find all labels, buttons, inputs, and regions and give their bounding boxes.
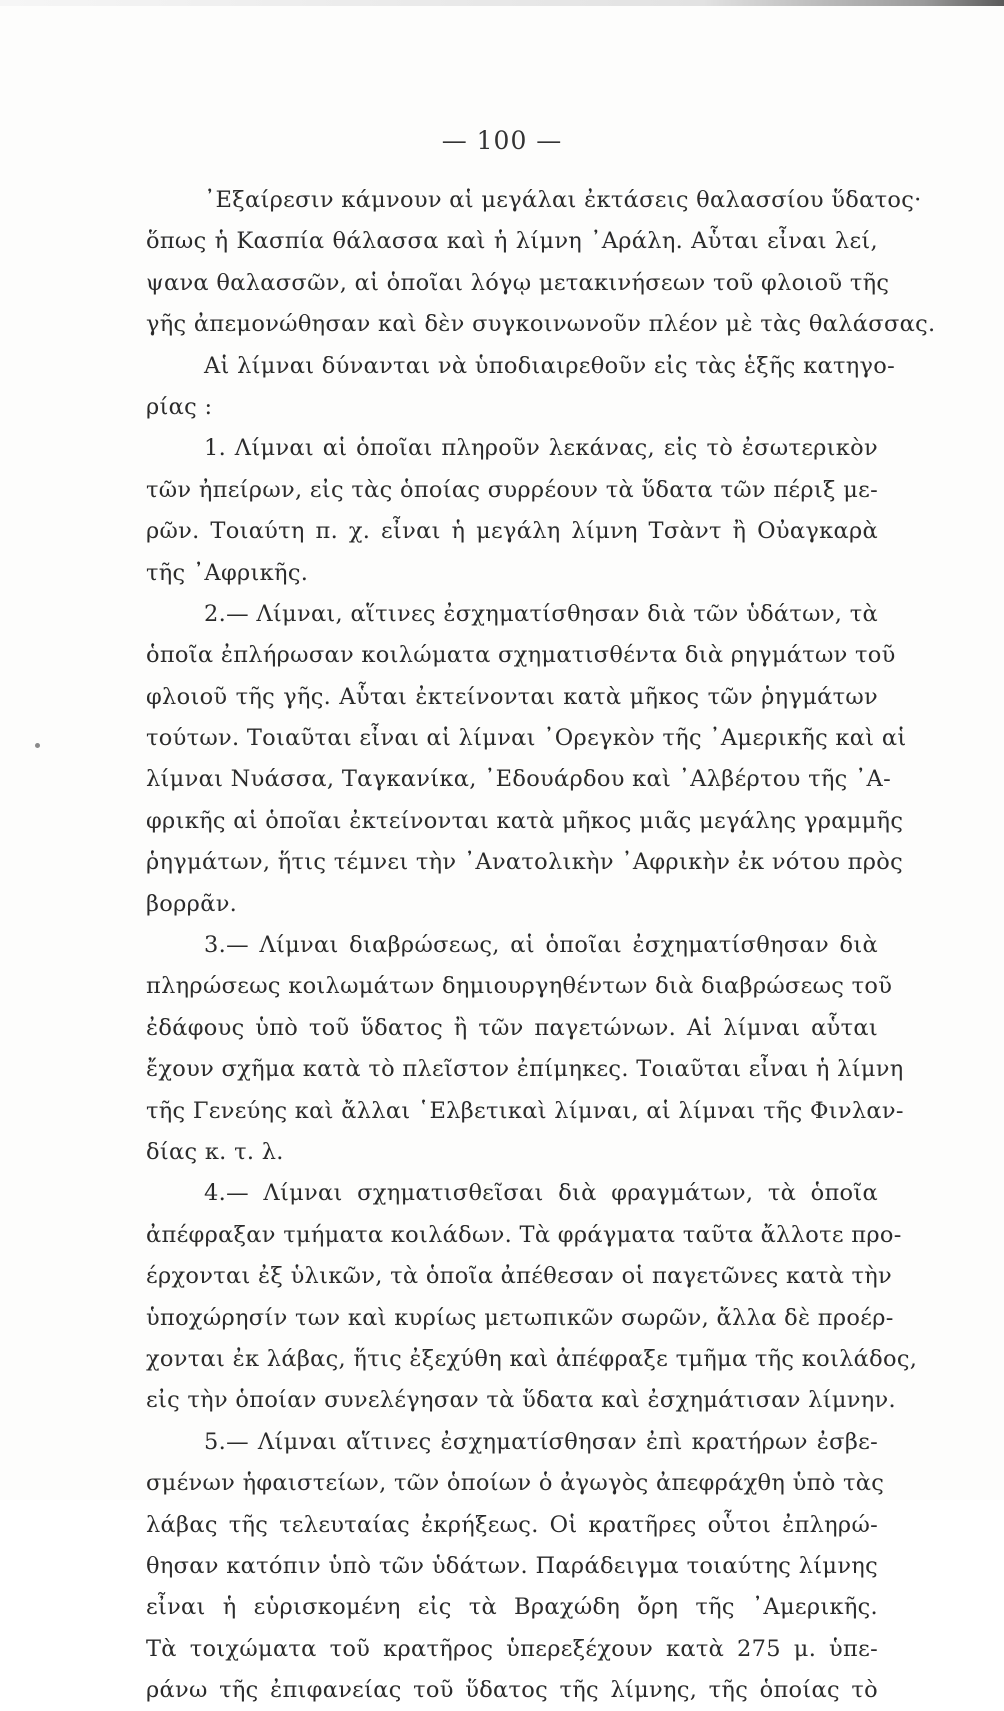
text-line: πληρώσεως κοιλωμάτων δημιουργηθέντων διὰ διαβρώσεως τοῦ bbox=[146, 973, 893, 1000]
text-line: τῆς Γενεύης καὶ ἄλλαι ῾Ελβετικαὶ λίμναι, αἱ λίμναι τῆς Φινλαν- bbox=[146, 1097, 904, 1124]
text-line: ἐδάφους ὑπὸ τοῦ ὕδατος ἢ τῶν παγετώνων. Αἱ λίμναι αὗται bbox=[146, 1014, 878, 1041]
text-line: εἶναι ἡ εὑρισκομένη εἰς τὰ Βραχώδη ὄρη τῆς ᾽Αμερικῆς. bbox=[146, 1594, 878, 1621]
text-line: ᾽Εξαίρεσιν κάμνουν αἱ μεγάλαι ἐκτάσεις θαλασσίου ὕδατος· bbox=[204, 187, 922, 213]
text-line: ὅπως ἡ Κασπία θάλασσα καὶ ἡ λίμνη ᾽Αράλη. Αὗται εἶναι λεί, bbox=[146, 228, 878, 255]
scan-edge-shadow bbox=[0, 0, 1004, 6]
text-line: ράνω τῆς ἐπιφανείας τοῦ ὕδατος τῆς λίμνης, τῆς ὁποίας τὸ bbox=[146, 1677, 878, 1704]
text-line: ἀπέφραξαν τμήματα κοιλάδων. Τὰ φράγματα ταῦτα ἄλλοτε προ- bbox=[146, 1221, 902, 1248]
text-line: εἰς τὴν ὁποίαν συνελέγησαν τὰ ὕδατα καὶ ἐσχημάτισαν λίμνην. bbox=[146, 1387, 896, 1414]
text-line: Αἱ λίμναι δύνανται νὰ ὑποδιαιρεθοῦν εἰς τὰς ἑξῆς κατηγο- bbox=[204, 352, 895, 379]
text-line: τῶν ἠπείρων, εἰς τὰς ὁποίας συρρέουν τὰ ὕδατα τῶν πέριξ με- bbox=[146, 476, 878, 503]
text-line: ἔχουν σχῆμα κατὰ τὸ πλεῖστον ἐπίμηκες. Τοιαῦται εἶναι ἡ λίμνη bbox=[146, 1056, 904, 1083]
text-line: ρίας : bbox=[146, 393, 213, 420]
text-line: Τὰ τοιχώματα τοῦ κρατῆρος ὑπερεξέχουν κατὰ 275 μ. ὑπε- bbox=[146, 1635, 878, 1662]
text-line: χονται ἐκ λάβας, ἥτις ἐξεχύθη καὶ ἀπέφραξε τμῆμα τῆς κοιλάδος, bbox=[146, 1345, 918, 1372]
text-line: 1. Λίμναι αἱ ὁποῖαι πληροῦν λεκάνας, εἰς τὸ ἐσωτερικὸν bbox=[204, 435, 878, 462]
text-line: φλοιοῦ τῆς γῆς. Αὗται ἐκτείνονται κατὰ μῆκος τῶν ῥηγμάτων bbox=[146, 683, 878, 710]
scan-speck bbox=[35, 743, 40, 748]
text-line: ῥηγμάτων, ἥτις τέμνει τὴν ᾽Ανατολικὴν ᾽Αφρικὴν ἐκ νότου πρὸς bbox=[146, 849, 904, 876]
text-line: 2.— Λίμναι, αἵτινες ἐσχηματίσθησαν διὰ τῶν ὑδάτων, τὰ bbox=[204, 600, 878, 627]
text-line: λίμναι Νυάσσα, Ταγκανίκα, ᾽Εδουάρδου καὶ ᾽Αλβέρτου τῆς ᾽Α- bbox=[146, 766, 891, 793]
page-number: — 100 — bbox=[441, 126, 563, 155]
text-line: 3.— Λίμναι διαβρώσεως, αἱ ὁποῖαι ἐσχηματίσθησαν διὰ bbox=[204, 932, 878, 959]
text-line: φρικῆς αἱ ὁποῖαι ἐκτείνονται κατὰ μῆκος μιᾶς μεγάλης γραμμῆς bbox=[146, 807, 904, 834]
text-line: 5.— Λίμναι αἵτινες ἐσχηματίσθησαν ἐπὶ κρατήρων ἐσβε- bbox=[204, 1428, 878, 1455]
body-text bbox=[146, 180, 936, 1711]
text-line: δίας κ. τ. λ. bbox=[146, 1138, 284, 1165]
text-line: γῆς ἀπεμονώθησαν καὶ δὲν συγκοινωνοῦν πλέον μὲ τὰς θαλάσσας. bbox=[146, 311, 936, 338]
text-line: έρχονται ἐξ ὑλικῶν, τὰ ὁποῖα ἀπέθεσαν οἱ παγετῶνες κατὰ τὴν bbox=[146, 1263, 893, 1290]
text-line: θησαν κατόπιν ὑπὸ τῶν ὑδάτων. Παράδειγμα τοιαύτης λίμνης bbox=[146, 1552, 878, 1579]
text-line: σμένων ἡφαιστείων, τῶν ὁποίων ὁ ἀγωγὸς ἀπεφράχθη ὑπὸ τὰς bbox=[146, 1470, 885, 1497]
text-line: βορρᾶν. bbox=[146, 890, 238, 917]
text-line: τούτων. Τοιαῦται εἶναι αἱ λίμναι ᾽Ορεγκὸν τῆς ᾽Αμερικῆς καὶ αἱ bbox=[146, 725, 907, 752]
text-line: ὑποχώρησίν των καὶ κυρίως μετωπικῶν σωρῶν, ἄλλα δὲ προέρ- bbox=[146, 1304, 894, 1331]
text-line: ὁποῖα ἐπλήρωσαν κοιλώματα σχηματισθέντα διὰ ρηγμάτων τοῦ bbox=[146, 642, 896, 669]
text-line: ρῶν. Τοιαύτη π. χ. εἶναι ἡ μεγάλη λίμνη Τσὰντ ἢ Οὐαγκαρὰ bbox=[146, 518, 878, 545]
text-line: 4.— Λίμναι σχηματισθεῖσαι διὰ φραγμάτων, τὰ ὁποῖα bbox=[204, 1180, 878, 1207]
text-line: ψανα θαλασσῶν, αἱ ὁποῖαι λόγῳ μετακινήσεων τοῦ φλοιοῦ τῆς bbox=[146, 269, 890, 296]
text-line: λάβας τῆς τελευταίας ἐκρήξεως. Οἱ κρατῆρες οὗτοι ἐπληρώ- bbox=[146, 1511, 878, 1538]
text-line: τῆς ᾽Αφρικῆς. bbox=[146, 559, 309, 586]
